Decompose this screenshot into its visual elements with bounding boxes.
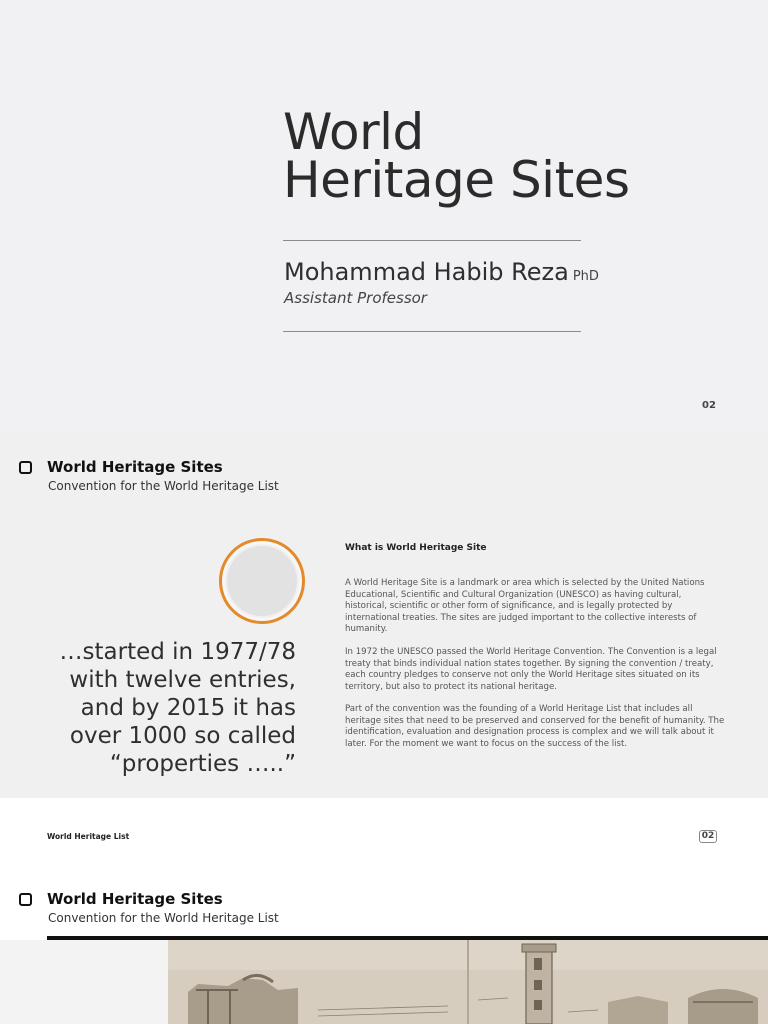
author-name [284,258,599,286]
section-subtitle-2: Convention for the World Heritage List [48,911,279,925]
content-heading: What is World Heritage Site [345,543,487,553]
page-number-box: 02 [699,830,717,843]
title-divider-bottom [283,331,581,332]
author-degree: PhD [572,269,599,284]
title-divider-top [283,240,581,241]
square-bullet-icon [19,461,32,474]
title-line-1: World [283,103,424,161]
author-name-text: Mohammad Habib Reza [284,258,569,286]
footer-label: World Heritage List [47,832,130,841]
paragraph-1: A World Heritage Site is a landmark or area which is selected by the United Nations Educational, Scientific and Cultural Organization (UNESCO) as having cultural, historical, scientific or other form of significance, and is legally protected by international treaties. The sites are judged important to the collective interests of humanity. [345,578,705,634]
quote-text: …started in 1977/78 with twelve entries, and by 2015 it has over 1000 so called “properties …..” [59,639,296,777]
circle-image-inner [227,546,297,616]
engraving-illustration [168,940,768,1024]
author-role: Assistant Professor [284,289,427,307]
historic-engraving-image [168,940,768,1024]
left-panel [0,940,168,1024]
paragraph-2: In 1972 the UNESCO passed the World Heritage Convention. The Convention is a legal treaty that binds individual nation states together. By signing the convention / treaty, each country pledges to conserve not only the World Heritage sites situated on its territory, but also to protect its national heritage. [345,647,717,692]
section-subtitle: Convention for the World Heritage List [48,479,279,493]
title-line-2: Heritage Sites [283,151,630,209]
circle-image-placeholder [219,538,305,624]
section-title: World Heritage Sites [47,458,223,476]
paragraph-3: Part of the convention was the founding of a World Heritage List that includes all heritage sites that need to be preserved and conserved for the benefit of humanity. The identification, evaluation and designation process is complex and we will talk about it later. For the moment we want to focus on the success of the list. [345,704,725,749]
title-slide [0,0,768,432]
square-bullet-icon [19,893,32,906]
presentation-title [283,103,630,209]
page-number: 02 [702,400,716,411]
section-title-2: World Heritage Sites [47,890,223,908]
